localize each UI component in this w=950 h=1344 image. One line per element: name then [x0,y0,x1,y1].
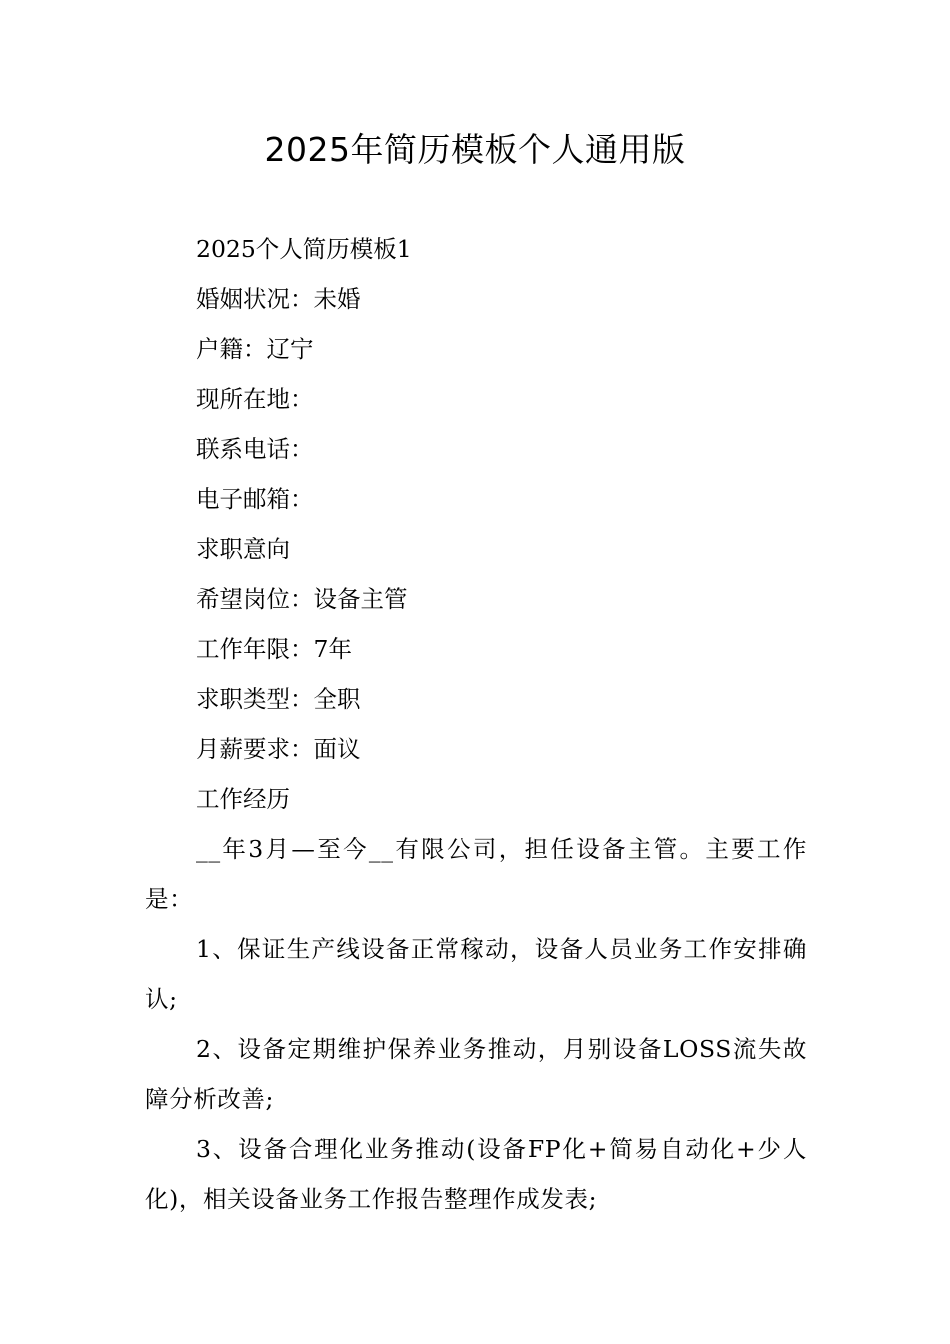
document-body [145,224,807,1224]
household-registration: 户籍：辽宁 [196,335,314,363]
contact-phone: 联系电话： [196,435,314,463]
resume-heading: 2025个人简历模板1 [196,235,412,263]
current-location: 现所在地： [196,385,314,413]
duty-item-3: 3、设备合理化业务推动(设备FP化+简易自动化+少人化)，相关设备业务工作报告整理作成发表; [145,1135,807,1213]
document-title: 2025年简历模板个人通用版 [264,130,686,169]
work-experience-paragraph: __年3月—至今__有限公司，担任设备主管。主要工作是： [145,835,807,913]
marital-status: 婚姻状况：未婚 [196,285,361,313]
work-experience-heading: 工作经历 [196,785,290,813]
email: 电子邮箱： [196,485,314,513]
duty-item-2: 2、设备定期维护保养业务推动，月别设备LOSS流失故障分析改善; [145,1035,807,1113]
salary-expectation: 月薪要求：面议 [196,735,361,763]
duty-item-1: 1、保证生产线设备正常稼动，设备人员业务工作安排确认; [145,935,807,1013]
job-intention-heading: 求职意向 [196,535,290,563]
desired-position: 希望岗位：设备主管 [196,585,408,613]
job-type: 求职类型：全职 [196,685,361,713]
years-of-experience: 工作年限：7年 [196,635,352,663]
